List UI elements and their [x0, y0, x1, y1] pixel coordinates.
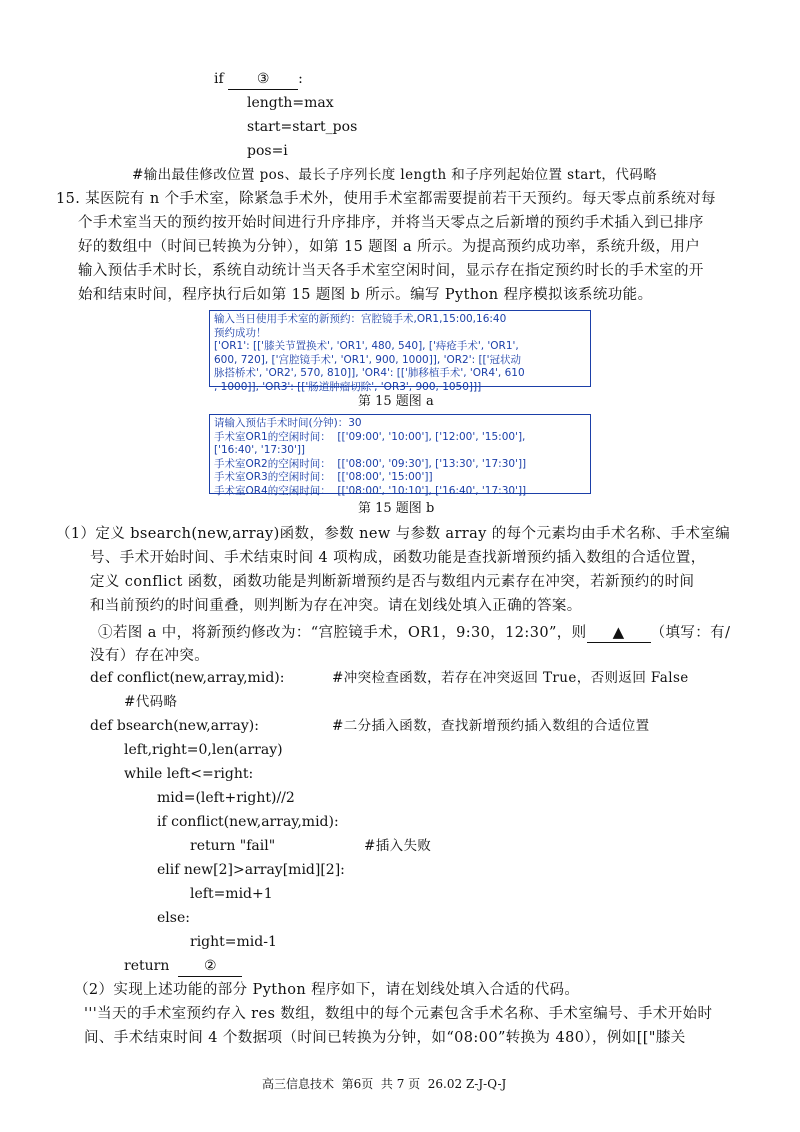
- code-keyword: if: [214, 71, 224, 87]
- part1-text: 定义 conflict 函数，函数功能是判断新增预约是否与数组内元素存在冲突，若新预约的时间: [90, 574, 695, 590]
- part2-text: '''当天的手术室预约存入 res 数组，数组中的每个元素包含手术名称、手术室编号、手术开始时: [84, 1006, 713, 1022]
- blank-1-mark: ▲: [587, 622, 651, 643]
- part2-text: 间、手术结束时间 4 个数据项（时间已转换为分钟，如“08:00”转换为 480），例如[["膝关: [84, 1030, 686, 1046]
- q15-text: 15. 某医院有 n 个手术室，除紧急手术外，使用手术室都需要提前若干天预约。每天零点前系统对每: [56, 191, 716, 207]
- code-line: if conflict(new,array,mid):: [157, 814, 339, 830]
- console-line: 脉搭桥术', 'OR2', 570, 810]], 'OR4': [['肺移植手术', 'OR4', 610: [214, 367, 525, 379]
- console-line: , 1000]], 'OR3': [['肠道肿瘤切除', 'OR3', 900, 1050]]]: [214, 380, 482, 393]
- part1-text: （1）定义 bsearch(new,array)函数，参数 new 与参数 array 的每个元素均由手术名称、手术室编: [56, 526, 731, 542]
- code-line: length=max: [247, 95, 334, 111]
- console-line: ['OR1': [['膝关节置换术', 'OR1', 480, 540], ['痔疮手术', 'OR1',: [214, 340, 519, 352]
- code-comment: #冲突检查函数，若存在冲突返回 True，否则返回 False: [332, 670, 689, 686]
- code-line: def bsearch(new,array):: [90, 718, 259, 734]
- code-comment: #代码略: [124, 694, 178, 710]
- code-line: right=mid-1: [190, 934, 277, 950]
- console-line: ['16:40', '17:30']]: [214, 444, 306, 456]
- code-line: elif new[2]>array[mid][2]:: [157, 862, 345, 878]
- q15-text: 好的数组中（时间已转换为分钟），如第 15 题图 a 所示。为提高预约成功率，系统升级，用户: [78, 239, 701, 255]
- part1-q1: [98, 622, 730, 643]
- part1-text: 号、手术开始时间、手术结束时间 4 项构成，函数功能是查找新增预约插入数组的合适位置，: [90, 550, 706, 566]
- code-line: left=mid+1: [190, 886, 273, 902]
- code-comment: #插入失败: [364, 838, 432, 854]
- q1-prompt: ①若图 a 中，将新预约修改为：“宫腔镜手术，OR1，9:30，12:30”，则: [98, 625, 587, 641]
- console-line: 手术室OR2的空闲时间： [['08:00', '09:30'], ['13:30', '17:30']]: [214, 457, 527, 470]
- q1-hint: （填写：有/: [650, 625, 731, 641]
- console-line: 手术室OR3的空闲时间： [['08:00', '15:00']]: [214, 471, 433, 483]
- code-line: mid=(left+right)//2: [157, 790, 295, 806]
- code-comment: #二分插入函数，查找新增预约插入数组的合适位置: [332, 718, 650, 734]
- code-colon: :: [298, 71, 303, 87]
- console-line: 手术室OR4的空闲时间： [['08:00', '10:10'], ['16:40', '17:30']]: [214, 484, 527, 497]
- code-line: pos=i: [247, 143, 288, 159]
- code-comment: #输出最佳修改位置 pos、最长子序列长度 length 和子序列起始位置 start，代码略: [132, 167, 658, 183]
- code-return-line: [124, 956, 242, 977]
- blank-3: ③: [228, 69, 298, 90]
- console-line: 预约成功！: [214, 326, 267, 339]
- part1-text: 和当前预约的时间重叠，则判断为存在冲突。请在划线处填入正确的答案。: [90, 598, 582, 614]
- code-line: def conflict(new,array,mid):: [90, 670, 285, 686]
- code-line: else:: [157, 910, 190, 926]
- code-if-line: [214, 69, 303, 90]
- q15-text: 始和结束时间，程序执行后如第 15 题图 b 所示。编写 Python 程序模拟该系统功能。: [78, 287, 653, 303]
- console-line: 手术室OR1的空闲时间： [['09:00', '10:00'], ['12:00', '15:00'],: [214, 430, 526, 443]
- figure-a-caption: 第 15 题图 a: [358, 394, 434, 409]
- figure-b-caption: 第 15 题图 b: [358, 501, 435, 516]
- figure-a-console: [209, 310, 591, 393]
- console-line: 输入当日使用手术室的新预约：宫腔镜手术,OR1,15:00,16:40: [214, 313, 507, 325]
- part1-q1-cont: 没有）存在冲突。: [90, 648, 210, 664]
- console-line: 600, 720], ['宫腔镜手术', 'OR1', 900, 1000]], 'OR2': [['冠状动: [214, 353, 522, 366]
- code-line: while left<=right:: [124, 766, 254, 782]
- q15-text: 个手术室当天的预约按开始时间进行升序排序，并将当天零点之后新增的预约手术插入到已排序: [78, 215, 704, 231]
- code-keyword: return: [124, 958, 170, 974]
- code-line: start=start_pos: [247, 119, 358, 135]
- part2-text: （2）实现上述功能的部分 Python 程序如下，请在划线处填入合适的代码。: [74, 982, 580, 998]
- page-footer: 高三信息技术 第6页 共 7 页 26.02 Z-J-Q-J: [262, 1077, 507, 1091]
- q15-text: 输入预估手术时长，系统自动统计当天各手术室空闲时间，显示存在指定预约时长的手术室的开: [78, 263, 704, 279]
- blank-2: ②: [178, 956, 242, 977]
- figure-b-console: [209, 414, 591, 497]
- console-line: 请输入预估手术时间(分钟)：30: [214, 417, 362, 429]
- code-line: left,right=0,len(array): [124, 742, 283, 758]
- code-line: return "fail": [190, 838, 276, 854]
